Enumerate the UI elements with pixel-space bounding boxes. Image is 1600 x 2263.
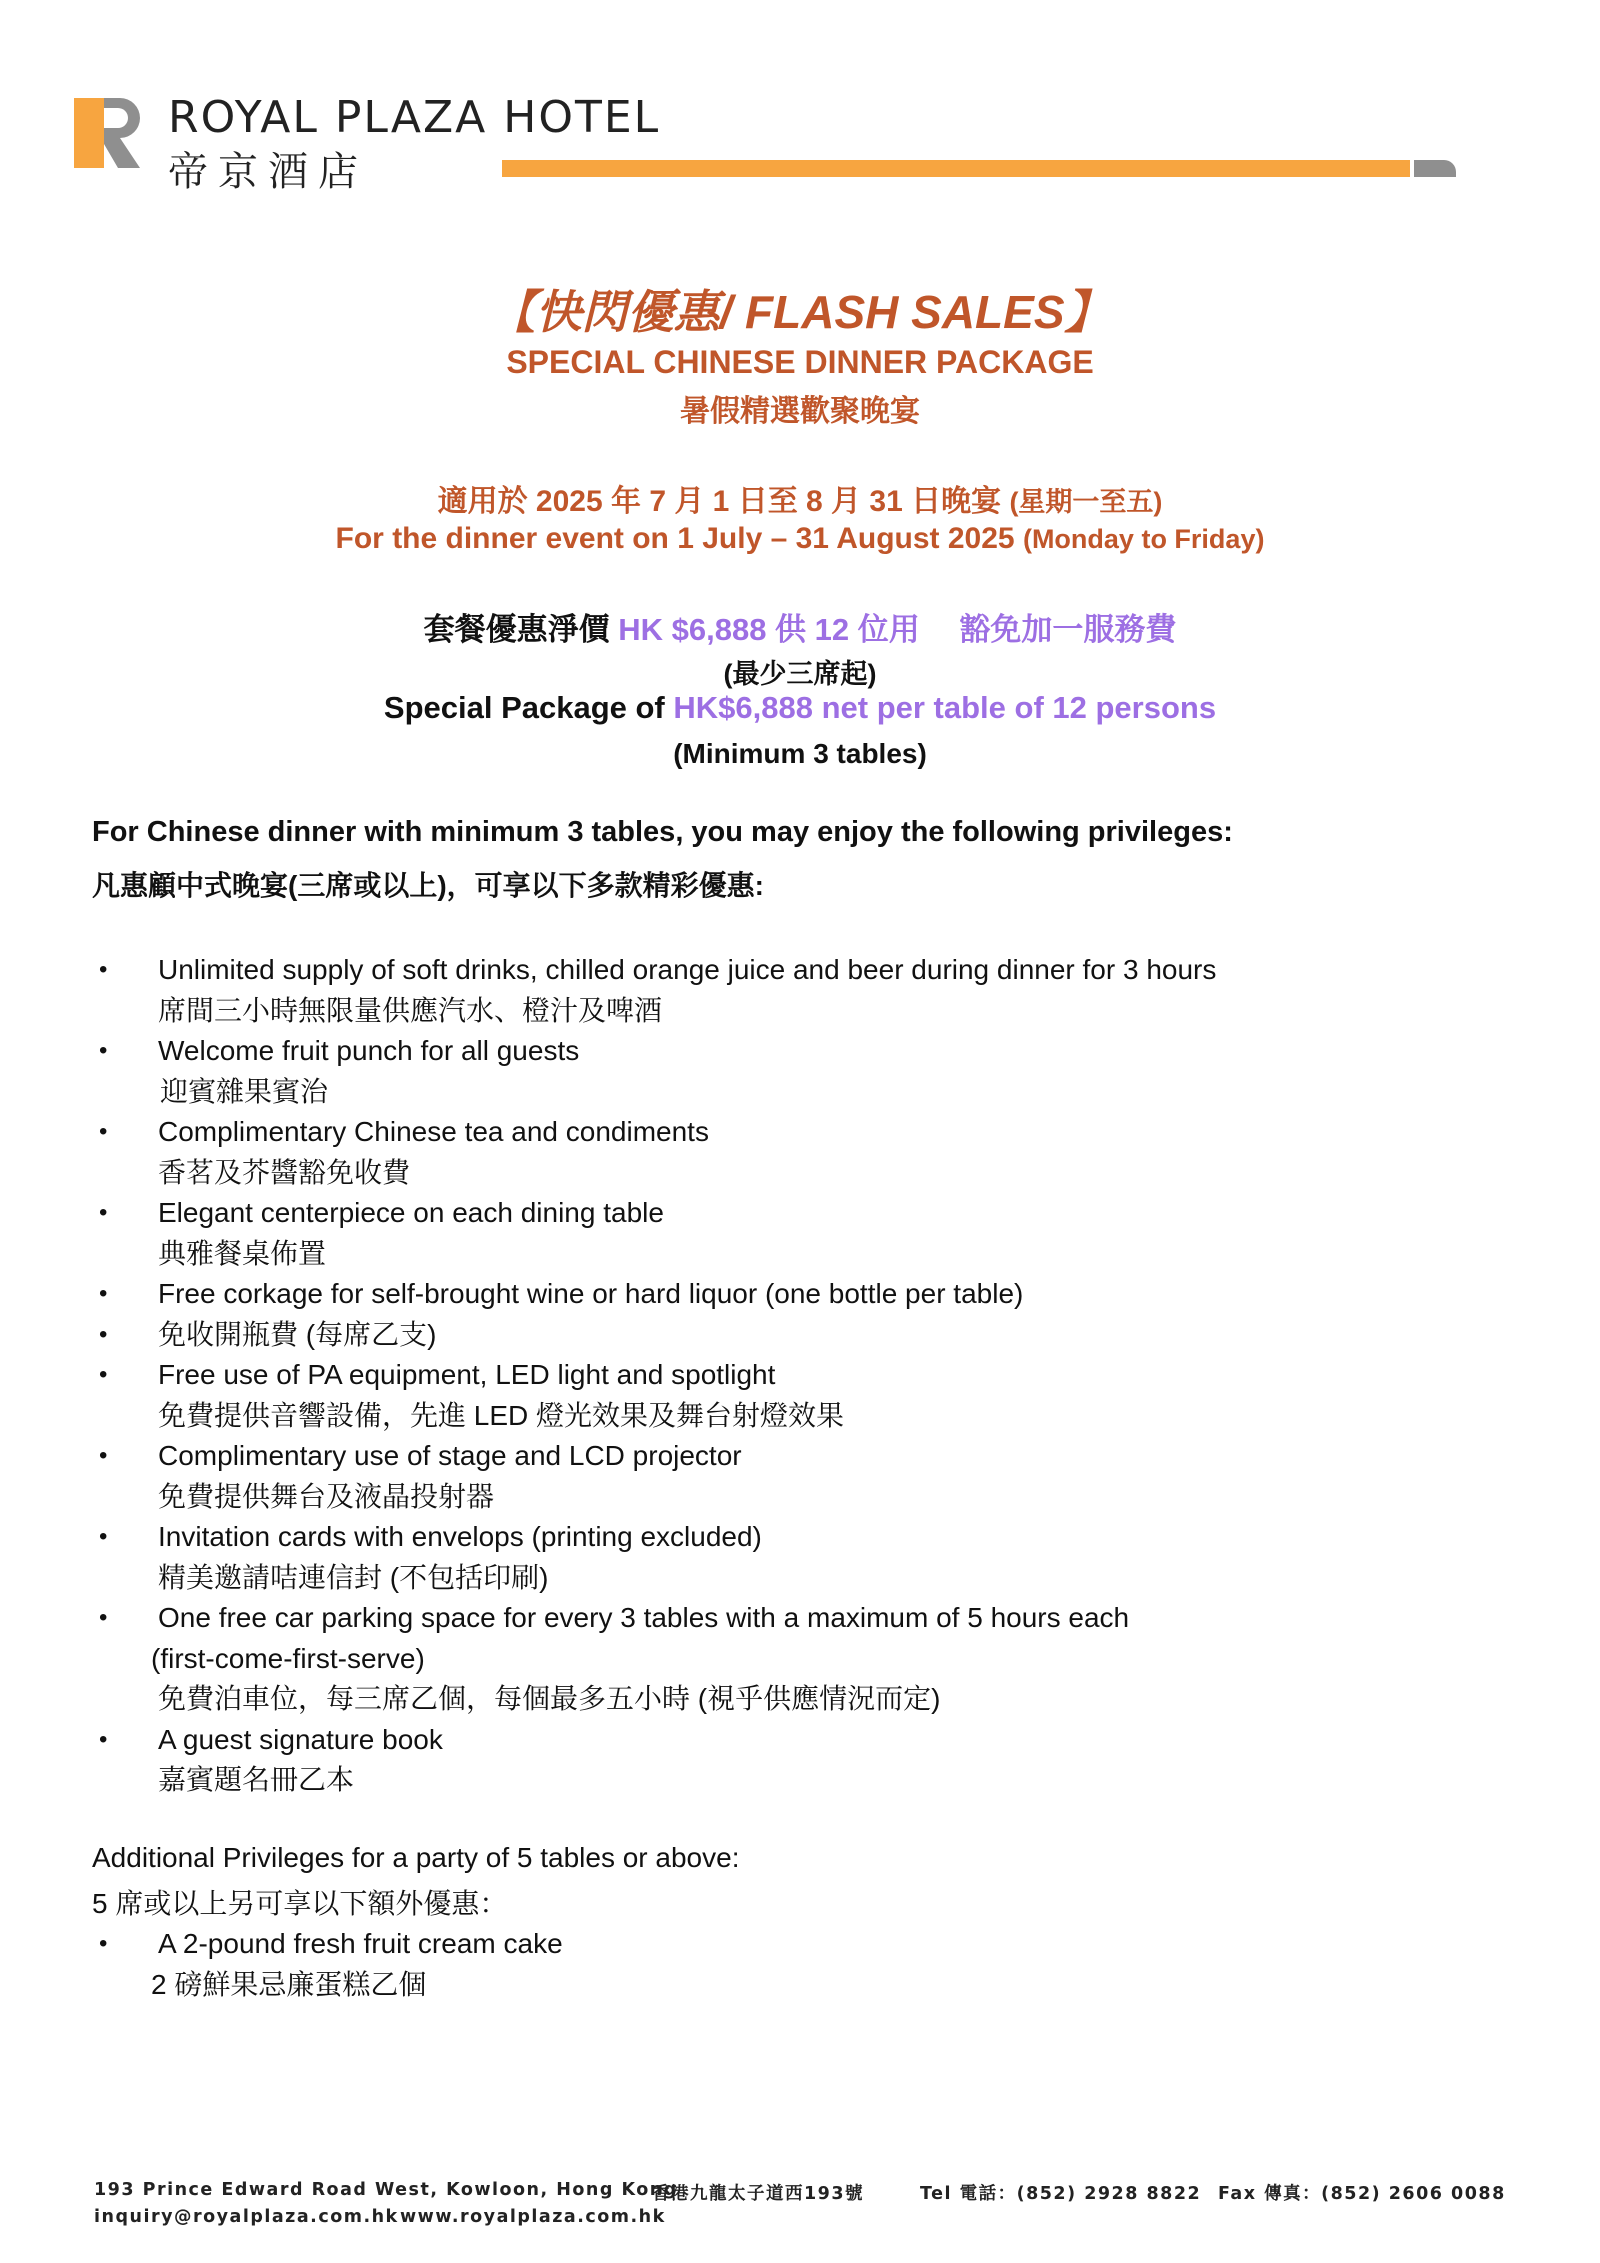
list-item	[0, 1720, 1600, 1801]
footer-email-link[interactable]: inquiry@royalplaza.com.hk	[94, 2207, 399, 2227]
list-item	[0, 1598, 1600, 1720]
price-en	[0, 690, 1600, 726]
package-title-en: SPECIAL CHINESE DINNER PACKAGE	[506, 344, 1094, 380]
bullet-icon: •	[99, 1930, 108, 1957]
privilege-en: Elegant centerpiece on each dining table	[158, 1197, 664, 1228]
privilege-en: Free use of PA equipment, LED light and spotlight	[158, 1359, 776, 1390]
privileges-heading-en: For Chinese dinner with minimum 3 tables, you may enjoy the following privileges:	[92, 816, 1233, 848]
hotel-name-en: ROYAL PLAZA HOTEL	[168, 92, 661, 143]
bullet-icon: •	[99, 1604, 108, 1631]
privilege-en: One free car parking space for every 3 tables with a maximum of 5 hours each	[158, 1602, 1130, 1633]
bullet-icon: •	[99, 1199, 108, 1226]
bullet-icon: •	[99, 1280, 108, 1307]
price-en-label: Special Package of	[383, 690, 665, 725]
bullet-icon: •	[99, 1361, 108, 1388]
date-range-en	[0, 522, 1600, 556]
bullet-icon: •	[99, 1725, 108, 1753]
list-item	[0, 950, 1600, 1031]
privilege-en-continued: (first-come-first-serve)	[151, 1642, 425, 1674]
privilege-en: Unlimited supply of soft drinks, chilled orange juice and beer during dinner for 3 hours	[158, 954, 1217, 985]
privilege-zh: 免收開瓶費 (每席乙支)	[158, 1318, 437, 1350]
privilege-en: Free corkage for self-brought wine or hard liquor (one bottle per table)	[158, 1278, 1024, 1309]
hotel-logo-icon	[74, 98, 140, 168]
privilege-zh: 免費提供舞台及液晶投射器	[158, 1480, 495, 1512]
price-zh-value: HK $6,888 供 12 位用 豁免加一服務費	[618, 612, 1177, 647]
date-days-en: (Monday to Friday)	[1022, 524, 1265, 554]
privilege-zh: 香茗及芥醬豁免收費	[158, 1156, 411, 1188]
list-item	[0, 1924, 1600, 2005]
header-grey-bar	[1414, 160, 1456, 177]
bullet-icon: •	[99, 1320, 108, 1348]
list-item	[0, 1193, 1600, 1274]
list-item	[0, 1274, 1600, 1315]
price-zh-label: 套餐優惠淨價	[423, 612, 610, 647]
list-item	[0, 1355, 1600, 1436]
privilege-zh: 典雅餐桌佈置	[158, 1237, 327, 1269]
list-item	[0, 1436, 1600, 1517]
footer-address-en: 193 Prince Edward Road West, Kowloon, Hong Kong	[94, 2180, 678, 2200]
privilege-zh: 席間三小時無限量供應汽水、橙汁及啤酒	[158, 994, 663, 1026]
price-en-value: HK$6,888 net per table of 12 persons	[673, 690, 1217, 725]
privilege-zh: 免費泊車位，每三席乙個，每個最多五小時 (視乎供應情況而定)	[158, 1683, 941, 1714]
package-title-zh: 暑假精選歡聚晚宴	[680, 395, 920, 428]
privileges-heading-zh: 凡惠顧中式晚宴(三席或以上)，可享以下多款精彩優惠:	[92, 870, 764, 901]
additional-en: A 2-pound fresh fruit cream cake	[158, 1928, 563, 1959]
price-zh-minimum: (最少三席起)	[723, 659, 877, 689]
additional-heading-zh: 5 席或以上另可享以下額外優惠：	[92, 1888, 508, 1919]
date-range-zh-main: 適用於 2025 年 7 月 1 日至 8 月 31 日晚宴	[437, 485, 1002, 518]
bullet-icon: •	[99, 1118, 108, 1145]
privilege-zh: 精美邀請咭連信封 (不包括印刷)	[158, 1561, 549, 1593]
price-en-minimum: (Minimum 3 tables)	[673, 738, 927, 769]
privilege-en: A guest signature book	[158, 1723, 443, 1755]
footer-fax: Fax 傳真：(852) 2606 0088	[1218, 2184, 1506, 2204]
list-item	[0, 1112, 1600, 1193]
privilege-zh: 免費提供音響設備，先進 LED 燈光效果及舞台射燈效果	[158, 1399, 845, 1431]
hotel-name-zh: 帝京酒店	[168, 149, 368, 195]
footer-website-link[interactable]: www.royalplaza.com.hk	[400, 2207, 666, 2227]
additional-list	[0, 1924, 1600, 2005]
date-days-zh: (星期一至五)	[1009, 487, 1163, 517]
date-range-zh	[0, 476, 1600, 520]
footer-address-zh: 香港九龍太子道西193號	[652, 2184, 865, 2204]
header-orange-bar	[502, 160, 1410, 177]
bullet-icon: •	[99, 1442, 108, 1469]
flash-sales-title: 【快閃優惠/ FLASH SALES】	[489, 286, 1111, 338]
price-zh	[0, 604, 1600, 649]
footer-telephone: Tel 電話：(852) 2928 8822	[920, 2184, 1202, 2204]
date-range-en-main: For the dinner event on 1 July – 31 August 2025	[335, 522, 1015, 555]
privilege-zh: 迎賓雜果賓治	[160, 1075, 329, 1107]
privilege-zh: 嘉賓題名冊乙本	[158, 1764, 355, 1795]
bullet-icon: •	[99, 1037, 108, 1064]
privileges-list	[0, 950, 1600, 1801]
list-item	[0, 1031, 1600, 1112]
list-item	[0, 1517, 1600, 1598]
additional-zh: 2 磅鮮果忌廉蛋糕乙個	[151, 1968, 427, 2000]
bullet-icon: •	[99, 1523, 108, 1550]
privilege-en: Complimentary use of stage and LCD projector	[158, 1440, 742, 1471]
privilege-en: Invitation cards with envelops (printing excluded)	[158, 1521, 762, 1552]
list-item	[0, 1315, 1600, 1356]
bullet-icon: •	[99, 956, 108, 983]
additional-heading-en: Additional Privileges for a party of 5 tables or above:	[92, 1842, 740, 1873]
privilege-en: Welcome fruit punch for all guests	[158, 1035, 580, 1066]
privilege-en: Complimentary Chinese tea and condiments	[158, 1116, 709, 1147]
